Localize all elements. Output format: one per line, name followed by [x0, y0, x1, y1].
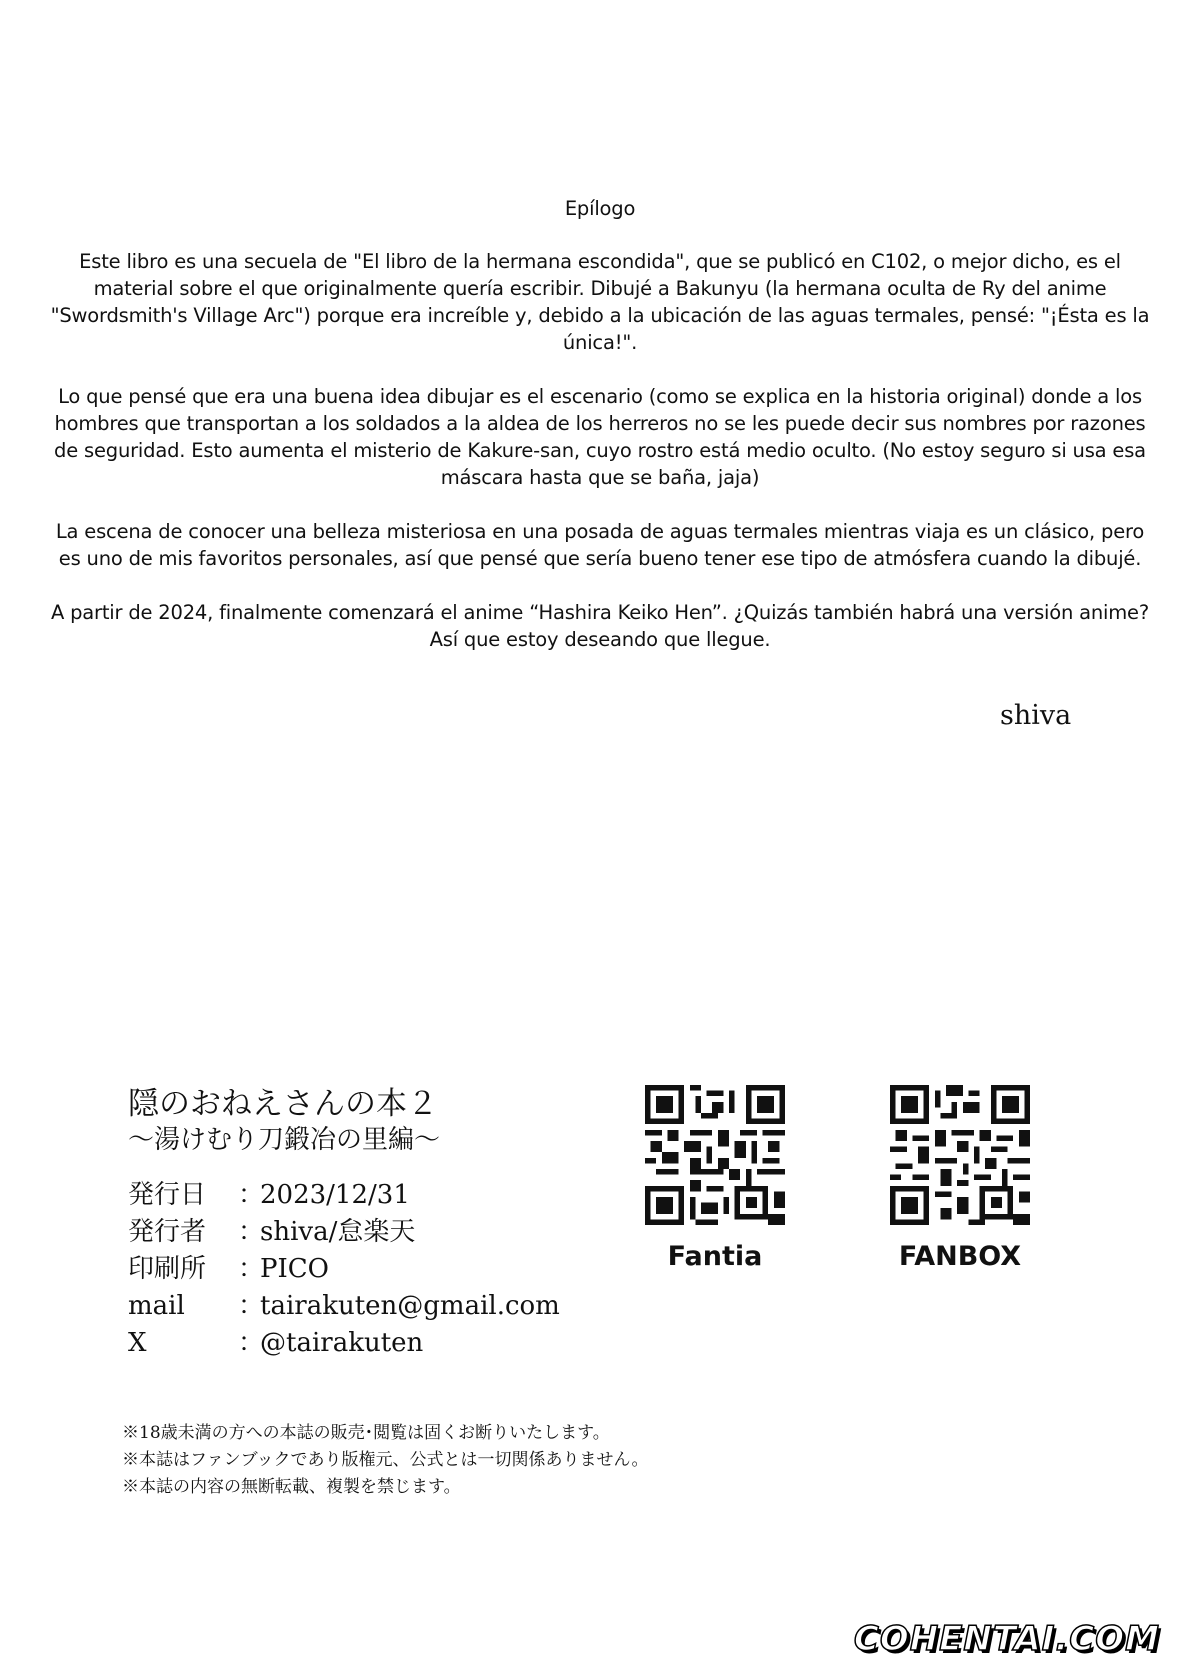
info-row-date	[128, 1177, 628, 1214]
info-key: 印刷所	[128, 1254, 207, 1284]
info-colon: ：	[238, 1291, 265, 1321]
colophon	[128, 1085, 628, 1362]
info-key: X	[128, 1328, 147, 1358]
epilogue-title: Epílogo	[564, 197, 636, 220]
site-watermark: COHENTAI.COM	[853, 1619, 1160, 1659]
info-colon: ：	[238, 1254, 265, 1284]
qr-code-icon[interactable]	[645, 1085, 785, 1225]
qr-fanbox[interactable]	[890, 1085, 1030, 1272]
qr-fantia[interactable]	[645, 1085, 785, 1272]
epilogue-paragraph: La escena de conocer una belleza misteriosa en una posada de aguas termales mientras viaja es un clásico, pero es uno de mis favoritos personales, así que pensé que sería bueno tener ese tipo de atmósfera cuando la dibujé.	[55, 520, 1145, 570]
book-title: 隠のおねえさんの本２	[128, 1086, 438, 1122]
legal-note: ※18歳未満の方への本誌の販売･閲覧は固くお断りいたします。	[122, 1423, 610, 1443]
legal-note: ※本誌はファンブックであり版権元、公式とは一切関係ありません。	[122, 1450, 649, 1470]
info-row-printer	[128, 1251, 628, 1288]
info-row-x	[128, 1325, 628, 1362]
qr-label: Fantia	[667, 1241, 763, 1272]
info-key: 発行者	[128, 1217, 207, 1247]
info-value: tairakuten@gmail.com	[260, 1291, 560, 1321]
info-row-publisher	[128, 1214, 628, 1251]
info-value: @tairakuten	[260, 1328, 424, 1358]
info-value: PICO	[260, 1254, 329, 1284]
info-key: 発行日	[128, 1180, 207, 1210]
epilogue-section	[50, 195, 1150, 680]
info-colon: ：	[238, 1328, 265, 1358]
author-signature: shiva	[1000, 700, 1072, 731]
qr-code-icon[interactable]	[890, 1085, 1030, 1225]
info-value: 2023/12/31	[260, 1180, 410, 1210]
qr-label: FANBOX	[898, 1241, 1022, 1272]
info-key: mail	[128, 1291, 185, 1321]
info-colon: ：	[238, 1217, 265, 1247]
info-value: shiva/怠楽天	[260, 1217, 416, 1247]
legal-notes	[122, 1420, 649, 1501]
book-subtitle: ～湯けむり刀鍛冶の里編～	[128, 1125, 441, 1155]
info-row-mail	[128, 1288, 628, 1325]
epilogue-paragraph: Lo que pensé que era una buena idea dibujar es el escenario (como se explica en la historia original) donde a los hombres que transportan a los soldados a la aldea de los herreros no se les puede decir sus nombres por razones de seguridad. Esto aumenta el misterio de Kakure-san, cuyo rostro está medio oculto. (No estoy seguro si usa esa máscara hasta que se baña, jaja)	[54, 385, 1146, 489]
epilogue-paragraph: A partir de 2024, finalmente comenzará el anime “Hashira Keiko Hen”. ¿Quizás también habrá una versión anime? Así que estoy deseando que llegue.	[50, 601, 1150, 651]
info-colon: ：	[238, 1180, 265, 1210]
epilogue-paragraph: Este libro es una secuela de "El libro de la hermana escondida", que se publicó en C102, o mejor dicho, es el material sobre el que originalmente quería escribir. Dibujé a Bakunyu (la hermana oculta de Ry del anime "Swordsmith's Village Arc") porque era increíble y, debido a la ubicación de las aguas termales, pensé: "¡Ésta es la única!".	[50, 250, 1150, 354]
legal-note: ※本誌の内容の無断転載、複製を禁じます。	[122, 1477, 461, 1497]
